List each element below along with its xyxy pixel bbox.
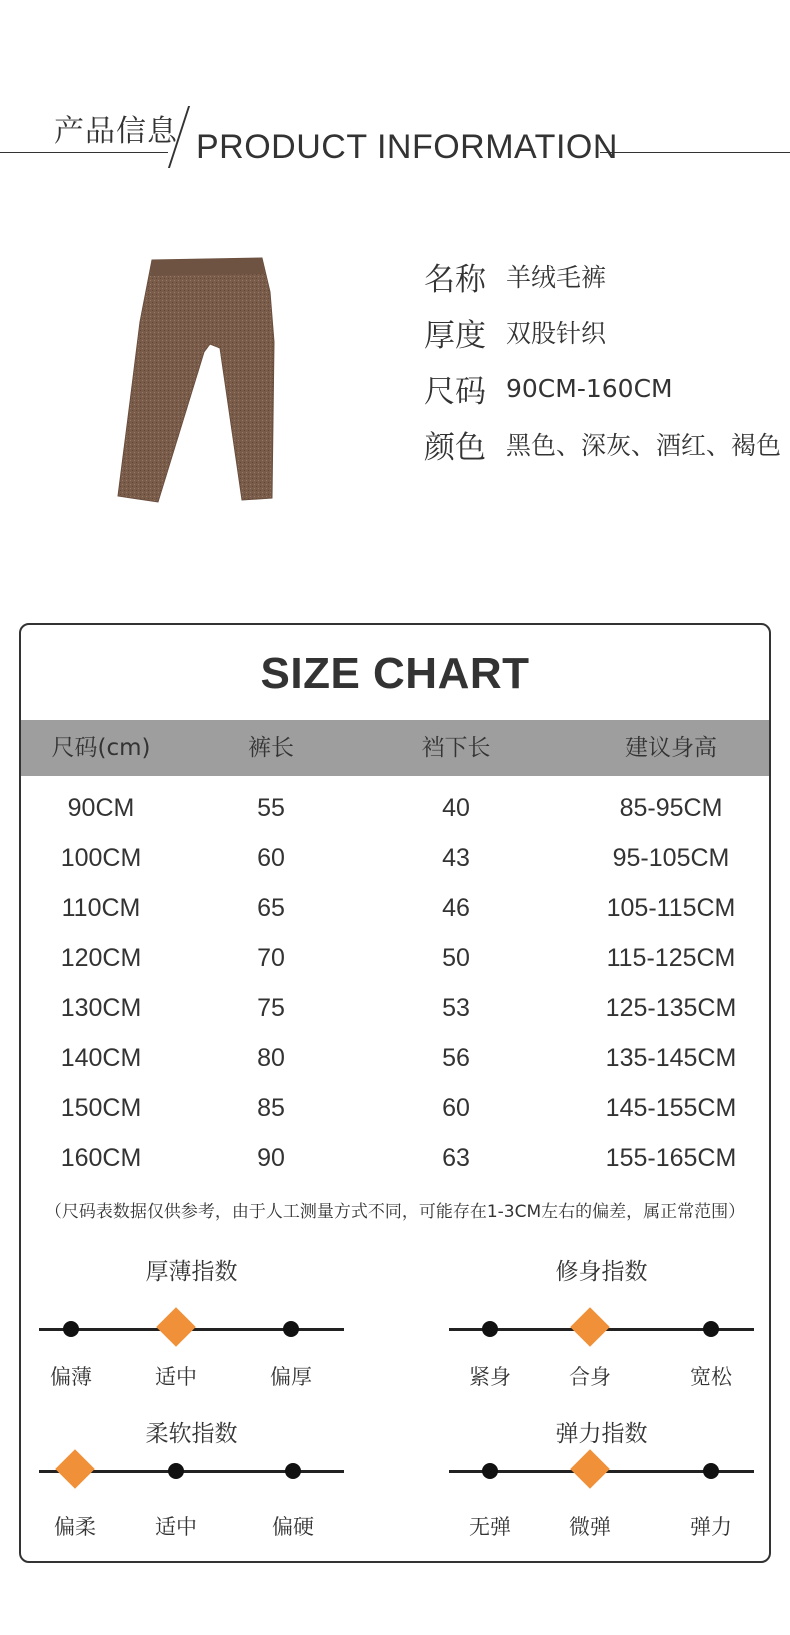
option-label: 适中 <box>155 1515 197 1539</box>
selected-marker <box>570 1449 610 1489</box>
table-cell: 90CM <box>67 794 135 822</box>
scale-dot <box>63 1321 79 1337</box>
table-cell: 60 <box>257 844 285 872</box>
table-row <box>21 1083 769 1133</box>
info-label: 名称 <box>424 261 486 298</box>
table-row <box>21 983 769 1033</box>
option-label: 宽松 <box>690 1365 732 1389</box>
scale-dot <box>285 1463 301 1479</box>
info-value: 黑色、深灰、酒红、褐色 <box>506 431 782 460</box>
table-row <box>21 933 769 983</box>
table-cell: 160CM <box>60 1144 142 1172</box>
table-cell: 145-155CM <box>605 1094 737 1122</box>
header-title-en: PRODUCT INFORMATION <box>196 128 618 166</box>
table-cell: 40 <box>442 794 470 822</box>
column-header: 建议身高 <box>625 735 717 761</box>
column-header: 裆下长 <box>421 735 491 761</box>
info-value: 双股针织 <box>506 319 607 348</box>
header-divider-right <box>600 152 790 153</box>
table-row <box>21 783 769 833</box>
table-row <box>21 833 769 883</box>
table-cell: 50 <box>442 944 470 972</box>
table-cell: 75 <box>257 994 285 1022</box>
fit-index <box>449 1253 754 1413</box>
option-label: 偏薄 <box>50 1365 92 1389</box>
table-row <box>21 883 769 933</box>
info-label: 颜色 <box>424 429 486 466</box>
table-cell: 105-115CM <box>606 894 736 922</box>
size-table-body <box>21 783 769 1183</box>
scale-dot <box>703 1463 719 1479</box>
index-title: 修身指数 <box>555 1259 648 1285</box>
table-row <box>21 1133 769 1183</box>
table-cell: 95-105CM <box>612 844 730 872</box>
table-cell: 150CM <box>60 1094 142 1122</box>
index-title: 厚薄指数 <box>145 1259 238 1285</box>
table-cell: 100CM <box>60 844 142 872</box>
header-title-cn: 产品信息 <box>54 114 178 149</box>
header-divider-left <box>0 152 168 153</box>
info-label: 尺码 <box>424 373 486 410</box>
info-value: 羊绒毛裤 <box>506 263 607 292</box>
option-label: 紧身 <box>469 1365 511 1389</box>
option-label: 适中 <box>155 1365 197 1389</box>
product-info <box>424 248 781 472</box>
option-label: 无弹 <box>469 1515 511 1539</box>
column-header: 裤长 <box>248 735 294 761</box>
column-header: 尺码(cm) <box>51 735 151 761</box>
option-label: 偏厚 <box>270 1365 312 1389</box>
scale-dot <box>703 1321 719 1337</box>
scale-dot <box>482 1321 498 1337</box>
elasticity-index <box>449 1415 754 1563</box>
table-cell: 56 <box>442 1044 470 1072</box>
info-row-name <box>424 248 781 304</box>
table-cell: 85-95CM <box>619 794 723 822</box>
selected-marker <box>570 1307 610 1347</box>
table-cell: 46 <box>442 894 470 922</box>
table-cell: 110CM <box>61 894 141 922</box>
option-label: 弹力 <box>690 1515 732 1539</box>
scale-dot <box>283 1321 299 1337</box>
table-row <box>21 1033 769 1083</box>
option-label: 偏硬 <box>272 1515 314 1539</box>
table-cell: 43 <box>442 844 470 872</box>
selected-marker <box>156 1307 196 1347</box>
table-cell: 70 <box>257 944 285 972</box>
size-chart-note: （尺码表数据仅供参考，由于人工测量方式不同，可能存在1-3CM左右的偏差，属正常范围） <box>44 1202 746 1222</box>
info-row-color <box>424 416 781 472</box>
table-cell: 120CM <box>60 944 142 972</box>
info-row-thickness <box>424 304 781 360</box>
table-cell: 130CM <box>60 994 142 1022</box>
index-title: 弹力指数 <box>555 1421 648 1447</box>
table-cell: 80 <box>257 1044 285 1072</box>
info-value: 90CM-160CM <box>506 373 673 403</box>
size-chart-title: SIZE CHART <box>260 649 530 698</box>
table-cell: 55 <box>257 794 285 822</box>
scale-dot <box>168 1463 184 1479</box>
size-table-header <box>21 720 769 776</box>
info-label: 厚度 <box>424 317 486 354</box>
softness-index <box>39 1415 344 1563</box>
table-cell: 90 <box>257 1144 285 1172</box>
table-cell: 135-145CM <box>605 1044 737 1072</box>
table-cell: 60 <box>442 1094 470 1122</box>
table-cell: 63 <box>442 1144 470 1172</box>
selected-marker <box>55 1449 95 1489</box>
table-cell: 155-165CM <box>605 1144 737 1172</box>
pants-image <box>110 252 290 528</box>
table-cell: 140CM <box>60 1044 142 1072</box>
info-row-size <box>424 360 781 416</box>
table-cell: 115-125CM <box>606 944 736 972</box>
thickness-index <box>39 1253 344 1413</box>
option-label: 微弹 <box>569 1515 611 1539</box>
option-label: 偏柔 <box>54 1515 96 1539</box>
table-cell: 125-135CM <box>605 994 737 1022</box>
table-cell: 53 <box>442 994 470 1022</box>
table-cell: 65 <box>257 894 285 922</box>
option-label: 合身 <box>569 1365 611 1389</box>
scale-dot <box>482 1463 498 1479</box>
index-title: 柔软指数 <box>145 1421 238 1447</box>
size-chart-card <box>19 623 771 1563</box>
table-cell: 85 <box>257 1094 285 1122</box>
